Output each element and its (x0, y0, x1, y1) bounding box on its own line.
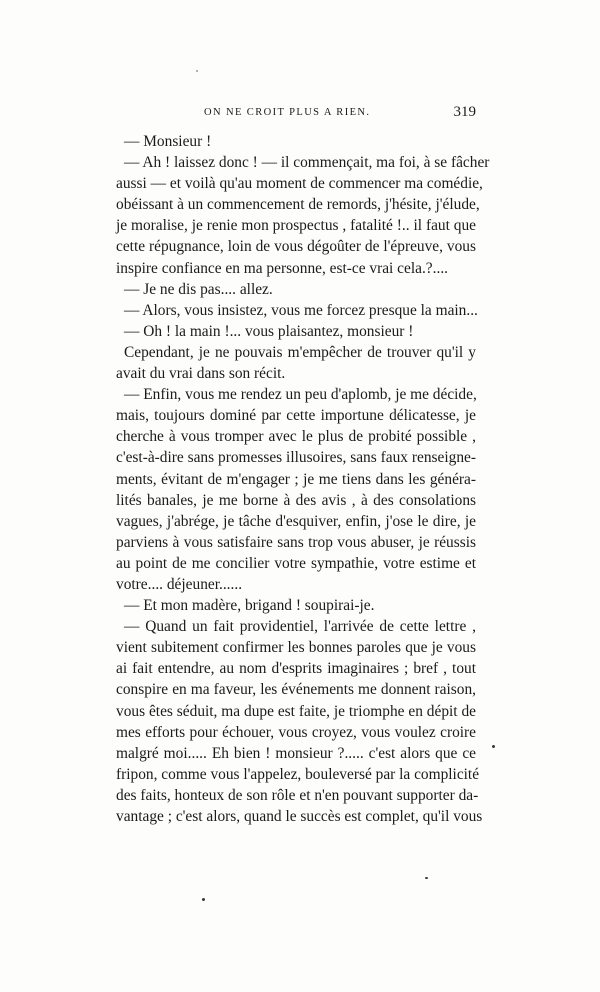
text-line: parviens à vous satisfaire sans trop vous abuser, je réussis (116, 533, 476, 551)
text-line: c'est-à-dire sans promesses illusoires, sans faux renseigne- (116, 449, 476, 467)
page-number: 319 (453, 104, 476, 120)
text-line: — Quand un fait providentiel, l'arrivée de cette lettre , (124, 618, 476, 636)
ink-speck (425, 877, 428, 879)
text-line: avait du vrai dans son récit. (116, 365, 286, 383)
text-line: mais, toujours dominé par cette importune délicatesse, je (116, 407, 476, 425)
text-line: des faits, honteux de son rôle et n'en pouvant supporter da- (116, 786, 479, 804)
text-line: je moralise, je renie mon prospectus , fatalité !.. il faut que (116, 217, 476, 235)
running-head (116, 104, 476, 123)
text-line: au point de me concilier votre sympathie, votre estime et (116, 554, 476, 572)
running-head-title: ON NE CROIT PLUS A RIEN. (204, 107, 371, 118)
text-line: fripon, comme vous l'appelez, bouleversé par la complicité (116, 765, 480, 783)
text-line: cherche à vous tromper avec le plus de probité possible , (116, 428, 476, 446)
text-line: mes efforts pour échouer, vous croyez, vous voulez croire (116, 723, 476, 741)
text-line: malgré moi..... Eh bien ! monsieur ?..... c'est alors que ce (116, 744, 476, 762)
text-line: — Et mon madère, brigand ! soupirai-je. (124, 597, 375, 615)
ink-speck (202, 898, 205, 901)
text-line: ments, évitant de m'engager ; je me tiens dans les généra- (116, 470, 476, 488)
text-line: cette répugnance, loin de vous dégoûter de l'épreuve, vous (116, 238, 476, 256)
text-line: obéissant à un commencement de remords, j'hésite, j'élude, (116, 196, 480, 214)
text-line: aussi — et voilà qu'au moment de commencer ma comédie, (116, 175, 483, 193)
ink-speck (492, 745, 495, 748)
text-line: votre.... déjeuner...... (116, 575, 243, 593)
body-text (116, 131, 490, 827)
text-line: — Je ne dis pas.... allez. (124, 280, 273, 298)
ink-speck (196, 70, 198, 72)
text-line: conspire en ma faveur, les événements me donnent raison, (116, 681, 476, 699)
text-line: Cependant, je ne pouvais m'empêcher de trouver qu'il y (124, 343, 476, 361)
text-line: — Alors, vous insistez, vous me forcez presque la main... (124, 301, 478, 319)
text-line: — Enfin, vous me rendez un peu d'aplomb, je me décide, (124, 386, 477, 404)
text-line: vagues, j'abrége, je tâche d'esquiver, enfin, j'ose le dire, je (116, 512, 476, 530)
text-line: vantage ; c'est alors, quand le succès est complet, qu'il vous (116, 808, 483, 825)
text-line: — Ah ! laissez donc ! — il commençait, ma foi, à se fâcher (124, 154, 490, 172)
text-line: lités banales, je me borne à des avis , à des consolations (116, 491, 476, 509)
text-line: vous êtes séduit, ma dupe est faite, je triomphe en dépit de (116, 702, 476, 720)
text-line: vient subitement confirmer les bonnes paroles que je vous (116, 639, 476, 657)
text-line: inspire confiance en ma personne, est-ce vrai cela.?.... (116, 259, 449, 277)
text-line: — Monsieur ! (124, 133, 212, 150)
text-line: ai fait entendre, au nom d'esprits imaginaires ; bref , tout (116, 660, 476, 678)
text-line: — Oh ! la main !... vous plaisantez, monsieur ! (124, 322, 414, 340)
